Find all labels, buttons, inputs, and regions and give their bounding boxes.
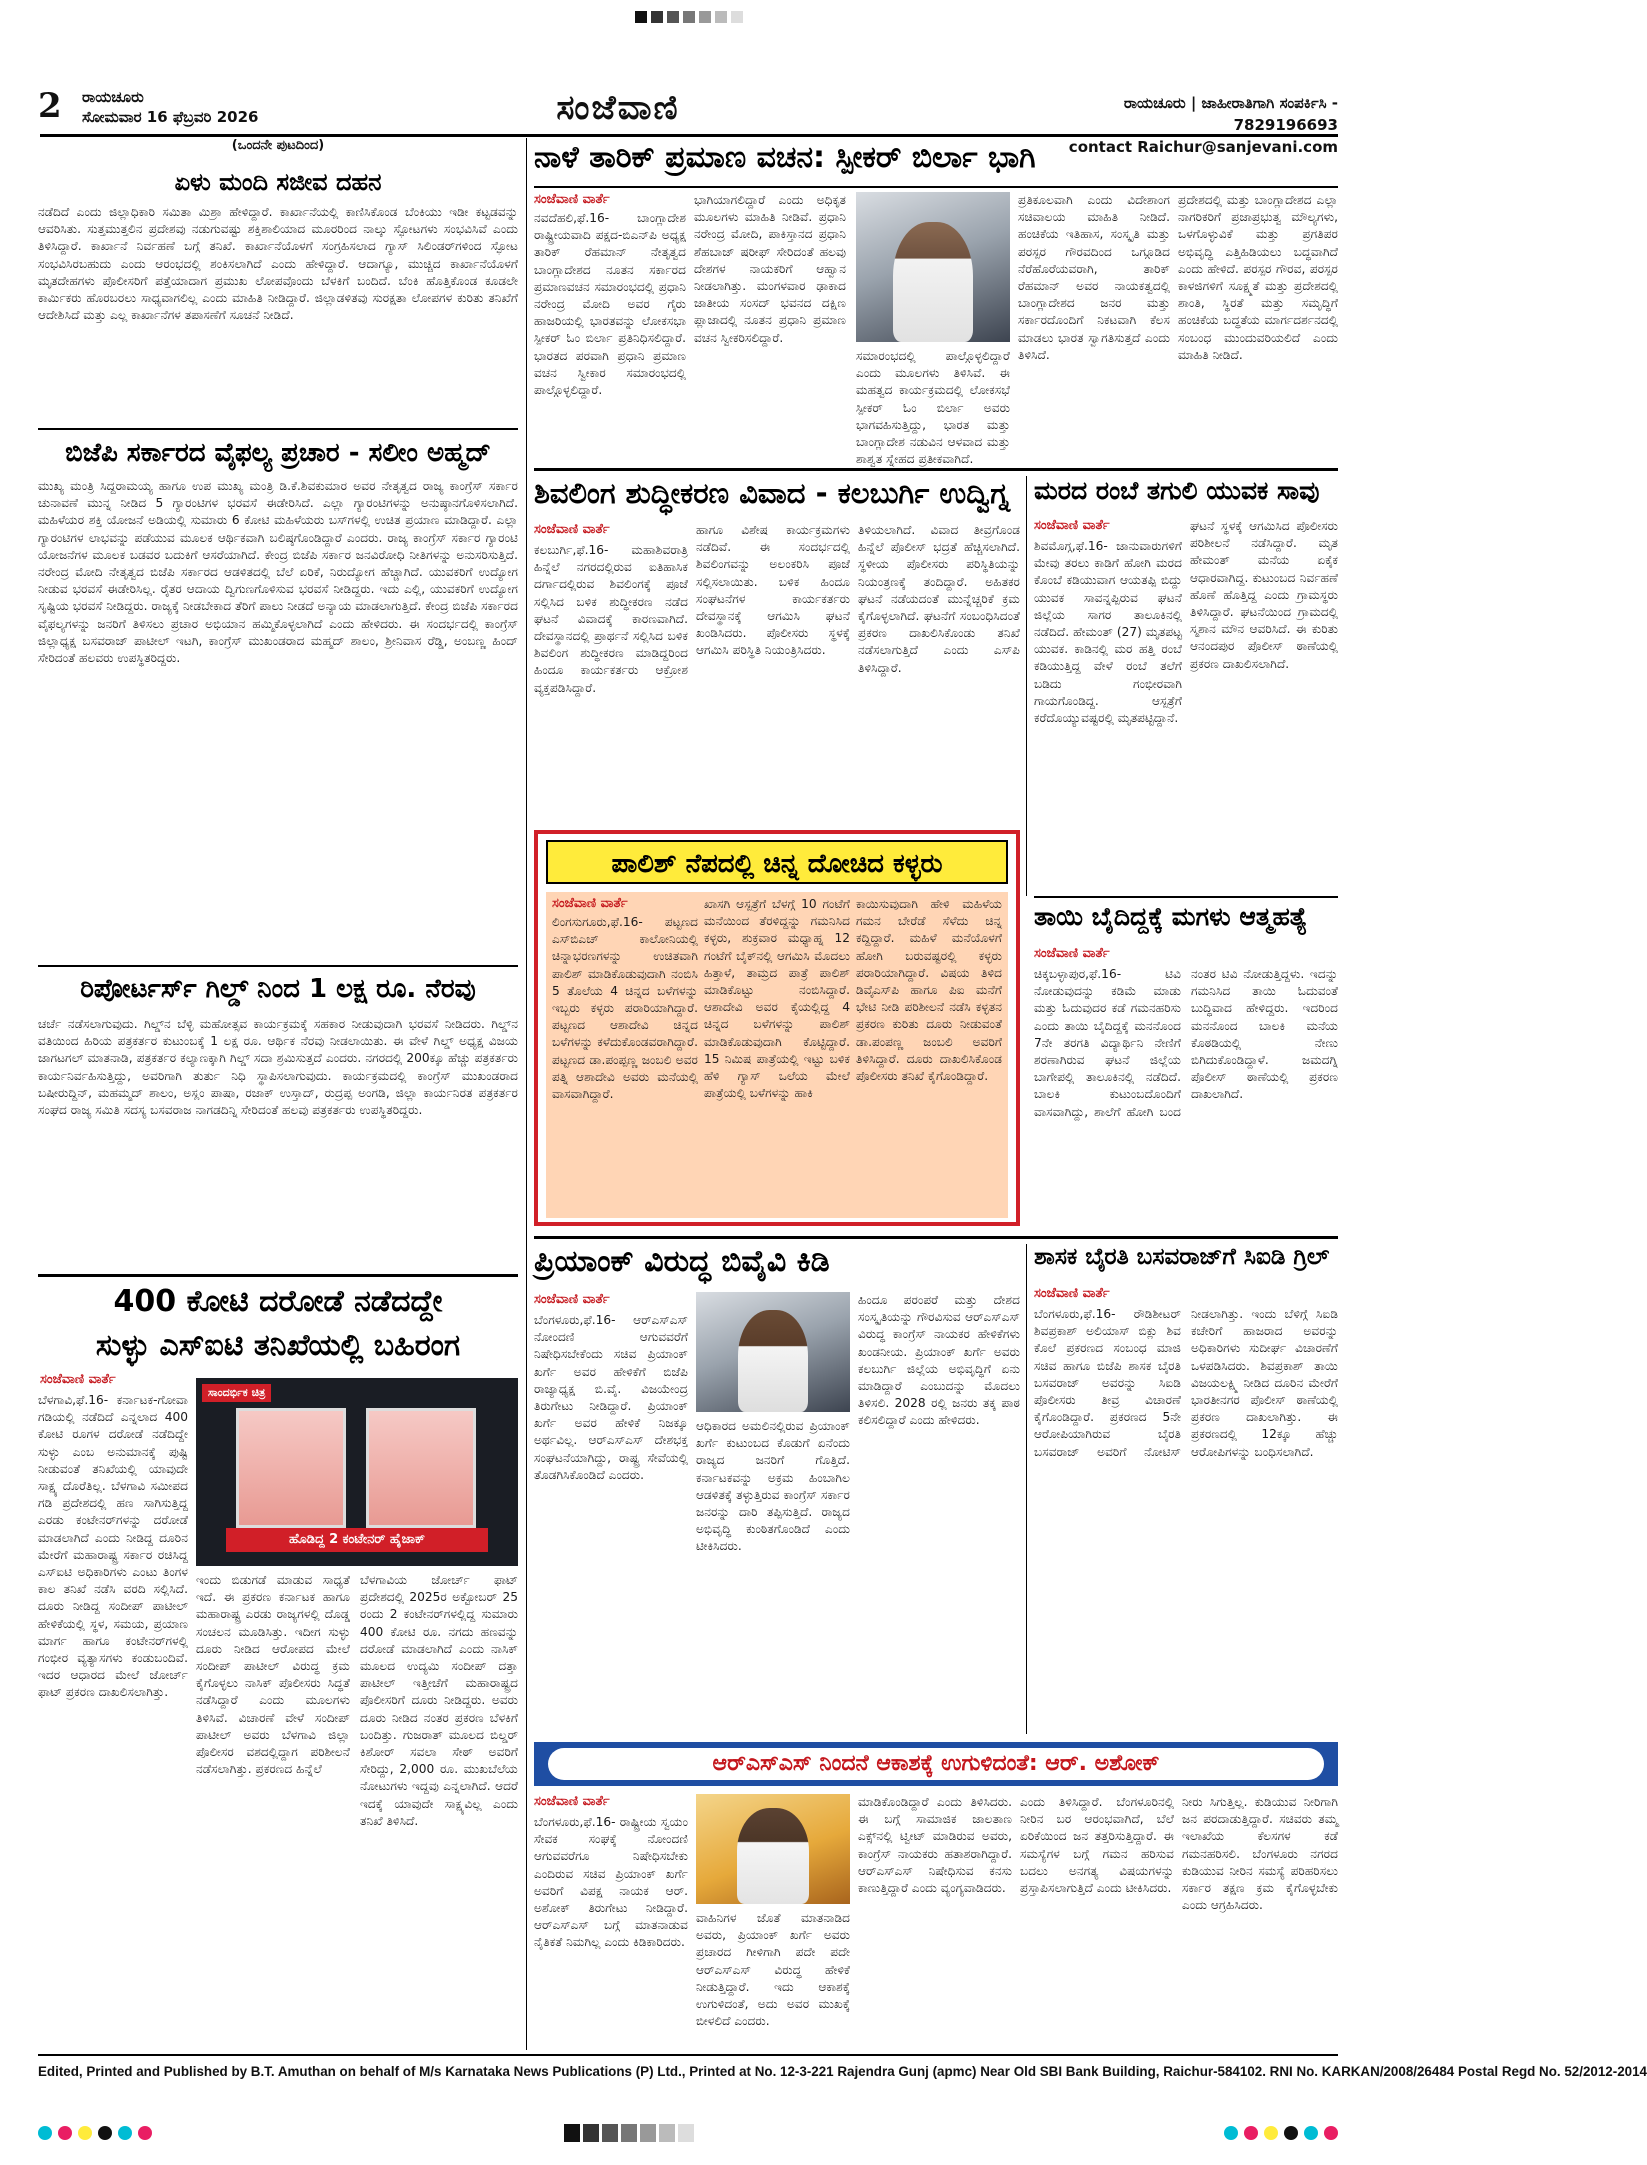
article-body-col1: ಕಲಬುರ್ಗಿ,ಫೆ.16- ಮಹಾಶಿವರಾತ್ರಿ ಹಿನ್ನೆಲೆ ನಗರದಲ್ಲಿರುವ ಐತಿಹಾಸಿಕ ದರ್ಗಾದಲ್ಲಿರುವ ಶಿವಲಿಂಗಕ್ಕೆ ಪೂಜೆ ಸಲ್ಲಿಸಿದ ಬಳಿಕ ಶುದ್ಧೀಕರಣ ನಡೆದ ಘಟನೆ ವಿವಾದಕ್ಕೆ ಕಾರಣವಾಗಿದೆ. ದೇವಸ್ಥಾನದಲ್ಲಿ ಪ್ರಾರ್ಥನೆ ಸಲ್ಲಿಸಿದ ಬಳಿಕ ಶಿವಲಿಂಗ ಶುದ್ಧೀಕರಣ ಮಾಡಿದ್ದರಿಂದ ಹಿಂದೂ ಕಾರ್ಯಕರ್ತರು ಆಕ್ರೋಶ ವ್ಯಕ್ತಪಡಿಸಿದ್ದಾರೆ. <box>534 543 688 695</box>
byline: ಸಂಜೆವಾಣಿ ವಾರ್ತೆ <box>534 522 610 537</box>
byline: ಸಂಜೆವಾಣಿ ವಾರ್ತೆ <box>1034 1286 1110 1301</box>
article-headline: ಬಿಜೆಪಿ ಸರ್ಕಾರದ ವೈಫಲ್ಯ ಪ್ರಚಾರ - ಸಲೀಂ ಅಹ್ಮದ್ <box>65 438 491 468</box>
byline: ಸಂಜೆವಾಣಿ ವಾರ್ತೆ <box>1034 946 1110 961</box>
banner-headline-pill <box>548 1748 1324 1780</box>
politician-figure <box>738 1310 808 1412</box>
article-body-col2: ವಾಹಿನಿಗಳ ಜೊತೆ ಮಾತನಾಡಿದ ಅವರು, ಪ್ರಿಯಾಂಕ್ ಖರ್ಗೆ ಅವರು ಪ್ರಚಾರದ ಗೀಳಿಗಾಗಿ ಪದೇ ಪದೇ ಆರ್‌ಎಸ್‌ಎಸ್ ವಿರುದ್ಧ ಹೇಳಿಕೆ ನೀಡುತ್ತಿದ್ದಾರೆ. ಇದು ಆಕಾಶಕ್ಕೆ ಉಗುಳಿದಂತೆ, ಅದು ಅವರ ಮುಖಕ್ಕೆ ಬೀಳಲಿದೆ ಎಂದರು. <box>696 1911 850 2029</box>
leader-photo <box>696 1794 850 1904</box>
article-body-col2: ಘಟನೆ ಸ್ಥಳಕ್ಕೆ ಆಗಮಿಸಿದ ಪೊಲೀಸರು ಪರಿಶೀಲನೆ ನಡೆಸಿದ್ದಾರೆ. ಮೃತ ಹೇಮಂತ್ ಮನೆಯ ಏಕೈಕ ಆಧಾರವಾಗಿದ್ದ. ಕುಟುಂಬದ ನಿರ್ವಹಣೆ ಹೊಣೆ ಹೊತ್ತಿದ್ದ ಎಂದು ಗ್ರಾಮಸ್ಥರು ತಿಳಿಸಿದ್ದಾರೆ. ಘಟನೆಯಿಂದ ಗ್ರಾಮದಲ್ಲಿ ಸ್ಮಶಾನ ಮೌನ ಆವರಿಸಿದೆ. ಈ ಕುರಿತು ಆನಂದಪುರ ಪೊಲೀಸ್ ಠಾಣೆಯಲ್ಲಿ ಪ್ರಕರಣ ದಾಖಲಿಸಲಾಗಿದೆ. <box>1190 519 1338 671</box>
article-body-col3: ತಿಳಿಯಲಾಗಿದೆ. ವಿವಾದ ತೀವ್ರಗೊಂಡ ಹಿನ್ನೆಲೆ ಪೊಲೀಸ್ ಭದ್ರತೆ ಹೆಚ್ಚಿಸಲಾಗಿದೆ. ಸ್ಥಳೀಯ ಪೊಲೀಸರು ಪರಿಸ್ಥಿತಿಯನ್ನು ನಿಯಂತ್ರಣಕ್ಕೆ ತಂದಿದ್ದಾರೆ. ಅಹಿತಕರ ಘಟನೆ ನಡೆಯದಂತೆ ಮುನ್ನೆಚ್ಚರಿಕೆ ಕ್ರಮ ಕೈಗೊಳ್ಳಲಾಗಿದೆ. ಘಟನೆಗೆ ಸಂಬಂಧಿಸಿದಂತೆ ಪ್ರಕರಣ ದಾಖಲಿಸಿಕೊಂಡು ತನಿಖೆ ನಡೆಸಲಾಗುತ್ತಿದೆ ಎಂದು ಎಸ್‌ಪಿ ತಿಳಿಸಿದ್ದಾರೆ. <box>858 523 1020 675</box>
color-bar-right <box>1224 2126 1338 2140</box>
issue-date: ಸೋಮವಾರ 16 ಫೆಬ್ರವರಿ 2026 <box>82 108 259 126</box>
article-body-right: ಬೆಳಗಾವಿಯ ಜೋರ್ಚ್ ಫಾಟ್ ಪ್ರದೇಶದಲ್ಲಿ 2025ರ ಅಕ್ಟೋಬರ್ 25 ರಂದು 2 ಕಂಟೇನರ್‌ಗಳಲ್ಲಿದ್ದ ಸುಮಾರು 400 ಕೋಟಿ ರೂ. ನಗದು ಹಣವನ್ನು ದರೋಡೆ ಮಾಡಲಾಗಿದೆ ಎಂದು ನಾಸಿಕ್ ಮೂಲದ ಉದ್ಯಮಿ ಸಂದೀಪ್ ದತ್ತಾ ಪಾಟೀಲ್ ಇತ್ತೀಚೆಗೆ ಮಹಾರಾಷ್ಟ್ರದ ಪೊಲೀಸರಿಗೆ ದೂರು ನೀಡಿದ್ದರು. ಅವರು ದೂರು ನೀಡಿದ ನಂತರ ಪ್ರಕರಣ ಬೆಳಕಿಗೆ ಬಂದಿತ್ತು. ಗುಜರಾತ್ ಮೂಲದ ಬಿಲ್ಡರ್ ಕಿಶೋರ್ ಸವಲಾ ಸೇಠ್ ಅವರಿಗೆ ಸೇರಿದ್ದು, 2,000 ರೂ. ಮುಖಬೆಲೆಯ ನೋಟುಗಳು ಇದ್ದವು ಎನ್ನಲಾಗಿದೆ. ಆದರೆ ಇದಕ್ಕೆ ಯಾವುದೇ ಸಾಕ್ಷ್ಯವಿಲ್ಲ ಎಂದು ತನಿಖೆ ತಿಳಿಸಿದೆ. <box>360 1573 518 1828</box>
speaker-figure <box>893 222 973 342</box>
article-body: ಚಿಕ್ಕಬಳ್ಳಾಪುರ,ಫೆ.16- ಟಿವಿ ನೋಡುವುದನ್ನು ಕಡಿಮೆ ಮಾಡು ಮತ್ತು ಓದುವುದರ ಕಡೆ ಗಮನಹರಿಸು ಎಂದು ತಾಯಿ ಬೈದಿದ್ದಕ್ಕೆ ಮನನೊಂದ 7ನೇ ತರಗತಿ ವಿದ್ಯಾರ್ಥಿನಿ ನೇಣಿಗೆ ಶರಣಾಗಿರುವ ಘಟನೆ ಜಿಲ್ಲೆಯ ಬಾಗೇಪಲ್ಲಿ ತಾಲೂಕಿನಲ್ಲಿ ನಡೆದಿದೆ. ಬಾಲಕಿ ಕುಟುಂಬದೊಂದಿಗೆ ವಾಸವಾಗಿದ್ದು, ಶಾಲೆಗೆ ಹೋಗಿ ಬಂದ ನಂತರ ಟಿವಿ ನೋಡುತ್ತಿದ್ದಳು. ಇದನ್ನು ಗಮನಿಸಿದ ತಾಯಿ ಓದುವಂತೆ ಬುದ್ಧಿವಾದ ಹೇಳಿದ್ದರು. ಇದರಿಂದ ಮನನೊಂದ ಬಾಲಕಿ ಮನೆಯ ಕೊಠಡಿಯಲ್ಲಿ ನೇಣು ಬಿಗಿದುಕೊಂಡಿದ್ದಾಳೆ. ಜಮದಗ್ನಿ ಪೊಲೀಸ್ ಠಾಣೆಯಲ್ಲಿ ಪ್ರಕರಣ ದಾಖಲಾಗಿದೆ. <box>1034 967 1338 1119</box>
edition-label: ರಾಯಚೂರು <box>82 88 144 106</box>
footer-imprint: Edited, Printed and Published by B.T. Amuthan on behalf of M/s Karnataka News Publications (P) Ltd., Printed at No. 12-3-221 Rajendra Gunj (apmc) Near Old SBI Bank Building, Raichur-584102. RNI No. KARKAN/2008/26484 Postal Regd No. 52/2012-2014 <box>38 2064 1647 2079</box>
byline: ಸಂಜೆವಾಣಿ ವಾರ್ತೆ <box>1034 518 1110 533</box>
divider <box>534 468 1338 471</box>
page-number: 2 <box>38 86 62 126</box>
contact-line: ರಾಯಚೂರು | ಜಾಹೀರಾತಿಗಾಗಿ ಸಂಪರ್ಕಿಸಿ - 7829196693 <box>1123 94 1338 134</box>
article-headline: ಶಾಸಕ ಬೈರತಿ ಬಸವರಾಜ್‌ಗೆ ಸಿಐಡಿ ಗ್ರಿಲ್ <box>1034 1244 1330 1270</box>
article-body: ನಡೆದಿದೆ ಎಂದು ಜಿಲ್ಲಾಧಿಕಾರಿ ಸಮಿತಾ ಮಿಶ್ರಾ ಹೇಳಿದ್ದಾರೆ. ಕಾರ್ಖಾನೆಯಲ್ಲಿ ಕಾಣಿಸಿಕೊಂಡ ಬೆಂಕಿಯು ಇಡೀ ಕಟ್ಟಡವನ್ನು ಆವರಿಸಿತು. ಸುತ್ತಮುತ್ತಲಿನ ಪ್ರದೇಶವು ನಡುಗುವಷ್ಟು ಶಕ್ತಿಶಾಲಿಯಾದ ಮೂರರಿಂದ ನಾಲ್ಕು ಸ್ಫೋಟಗಳು ಸಂಭವಿಸಿವೆ ಎಂದು ತಿಳಿಸಿದ್ದಾರೆ. ಕಾರ್ಖಾನೆ ನಿರ್ವಹಣೆ ಬಗ್ಗೆ ತನಿಖೆ. ಕಾರ್ಖಾನೆಯೊಳಗೆ ಸಂಗ್ರಹಿಸಲಾದ ಗ್ಯಾಸ್ ಸಿಲಿಂಡರ್‌ಗಳಿಂದ ಸ್ಫೋಟ ಸಂಭವಿಸಿರಬಹುದು ಎಂದು ಆರಂಭದಲ್ಲಿ ಶಂಕಿಸಲಾಗಿದೆ ಎಂದು ಹೇಳಿದ್ದಾರೆ. ಆದಾಗ್ಯೂ, ಮುಚ್ಚಿದ ಕಾರ್ಖಾನೆಯೊಳಗೆ ಮೃತದೇಹಗಳು ಪೊಲೀಸರಿಗೆ ಪತ್ತೆಯಾದಾಗ ಪ್ರಮುಖ ಲೋಪವೊಂದು ಬೆಳಕಿಗೆ ಬಂದಿದೆ. ಬೆಂಕಿ ಹೊತ್ತಿಕೊಂಡ ಕೂಡಲೇ ಕಾರ್ಮಿಕರು ಹೊರಬರಲು ಸಾಧ್ಯವಾಗಲಿಲ್ಲ ಎಂದು ಮಾಹಿತಿ ನೀಡಿದ್ದಾರೆ. ಜಿಲ್ಲಾಡಳಿತವು ಸುರಕ್ಷತಾ ಲೋಪಗಳ ಕುರಿತು ತನಿಖೆಗೆ ಆದೇಶಿಸಿದೆ ಮತ್ತು ಎಲ್ಲ ಕಾರ್ಖಾನೆಗಳ ತಪಾಸಣೆಗೆ ಸೂಚನೆ ನೀಡಿದೆ. <box>38 205 518 323</box>
column-separator <box>1026 476 1027 896</box>
article-headline: ಏಳು ಮಂದಿ ಸಜೀವ ದಹನ <box>174 168 382 196</box>
divider <box>1034 896 1338 898</box>
divider <box>38 428 518 430</box>
article-body-col4: ಎಂದು ತಿಳಿಸಿದ್ದಾರೆ. ಬೆಂಗಳೂರಿನಲ್ಲಿ ನೀರಿನ ಬರ ಆರಂಭವಾಗಿದೆ, ಬೆಲೆ ಏರಿಕೆಯಿಂದ ಜನ ತತ್ತರಿಸುತ್ತಿದ್ದಾರೆ. ಈ ಸಮಸ್ಯೆಗಳ ಬಗ್ಗೆ ಗಮನ ಹರಿಸುವ ಬದಲು ಅನಗತ್ಯ ವಿಷಯಗಳನ್ನು ಪ್ರಸ್ತಾಪಿಸಲಾಗುತ್ತಿದೆ ಎಂದು ಟೀಕಿಸಿದರು. <box>1020 1795 1174 1896</box>
contact-email: contact Raichur@sanjevani.com <box>1068 138 1338 156</box>
article-headline: ಮರದ ರಂಬೆ ತಗುಲಿ ಯುವಕ ಸಾವು <box>1034 476 1320 505</box>
color-bar-left <box>38 2126 152 2140</box>
article-headline: ಶಿವಲಿಂಗ ಶುದ್ಧೀಕರಣ ವಿವಾದ - ಕಲಬುರ್ಗಿ ಉದ್ವಿಗ್ನ <box>534 476 1010 510</box>
article-headline-line1: 400 ಕೋಟಿ ದರೋಡೆ ನಡೆದದ್ದೇ <box>113 1284 443 1319</box>
article-headline: ತಾಯಿ ಬೈದಿದ್ದಕ್ಕೆ ಮಗಳು ಆತ್ಮಹತ್ಯೆ <box>1034 902 1308 931</box>
article-body-mid: ಇಂದು ಬಿಡುಗಡೆ ಮಾಡುವ ಸಾಧ್ಯತೆ ಇದೆ. ಈ ಪ್ರಕರಣ ಕರ್ನಾಟಕ ಹಾಗೂ ಮಹಾರಾಷ್ಟ್ರ ಎರಡು ರಾಜ್ಯಗಳಲ್ಲಿ ದೊಡ್ಡ ಸಂಚಲನ ಮೂಡಿಸಿತ್ತು. ಇದೀಗ ಸುಳ್ಳು ದೂರು ನೀಡಿದ ಆರೋಪದ ಮೇಲೆ ಸಂದೀಪ್ ಪಾಟೀಲ್ ವಿರುದ್ಧ ಕ್ರಮ ಕೈಗೊಳ್ಳಲು ನಾಸಿಕ್ ಪೊಲೀಸರು ಸಿದ್ಧತೆ ನಡೆಸಿದ್ದಾರೆ ಎಂದು ಮೂಲಗಳು ತಿಳಿಸಿವೆ. ವಿಚಾರಣೆ ವೇಳೆ ಸಂದೀಪ್ ಪಾಟೀಲ್ ಅವರು ಬೆಳಗಾವಿ ಜಿಲ್ಲಾ ಪೊಲೀಸರ ವಶದಲ್ಲಿದ್ದಾಗ ಪರಿಶೀಲನೆ ನಡೆಸಲಾಗಿತ್ತು. ಪ್ರಕರಣದ ಹಿನ್ನೆಲೆ <box>196 1573 350 1777</box>
masthead-rule <box>40 134 1338 137</box>
registration-marks-top <box>0 0 1378 34</box>
container-left <box>236 1408 346 1528</box>
article-body-col1: ಬೆಂಗಳೂರು,ಫೆ.16- ರಾಷ್ಟ್ರೀಯ ಸ್ವಯಂ ಸೇವಕ ಸಂಘಕ್ಕೆ ನೋಂದಣಿ ಆಗುವವರೆಗೂ ನಿಷೇಧಿಸಬೇಕು ಎಂದಿರುವ ಸಚಿವ ಪ್ರಿಯಾಂಕ್ ಖರ್ಗೆ ಅವರಿಗೆ ವಿಪಕ್ಷ ನಾಯಕ ಆರ್. ಅಶೋಕ್ ತಿರುಗೇಟು ನೀಡಿದ್ದಾರೆ. ಆರ್‌ಎಸ್‌ಎಸ್ ಬಗ್ಗೆ ಮಾತನಾಡುವ ನೈತಿಕತೆ ನಿಮಗಿಲ್ಲ ಎಂದು ಕಿಡಿಕಾರಿದರು. <box>534 1815 688 1950</box>
article-headline: ಪಾಲಿಶ್ ನೆಪದಲ್ಲಿ ಚಿನ್ನ ದೋಚಿದ ಕಳ್ಳರು <box>546 840 1008 884</box>
leader-figure <box>737 1808 809 1904</box>
continued-label: (ಒಂದನೇ ಪುಟದಿಂದ) <box>231 138 325 153</box>
politician-photo <box>696 1292 850 1412</box>
byline: ಸಂಜೆವಾಣಿ ವಾರ್ತೆ <box>552 896 628 911</box>
byline: ಸಂಜೆವಾಣಿ ವಾರ್ತೆ <box>534 192 610 207</box>
speaker-photo <box>856 192 1010 342</box>
article-body-col5: ನೀರು ಸಿಗುತ್ತಿಲ್ಲ. ಕುಡಿಯುವ ನೀರಿಗಾಗಿ ಜನ ಪರದಾಡುತ್ತಿದ್ದಾರೆ. ಸಚಿವರು ತಮ್ಮ ಇಲಾಖೆಯ ಕೆಲಸಗಳ ಕಡೆ ಗಮನಹರಿಸಲಿ. ಬೆಂಗಳೂರು ನಗರದ ಕುಡಿಯುವ ನೀರಿನ ಸಮಸ್ಯೆ ಪರಿಹರಿಸಲು ಸರ್ಕಾರ ತಕ್ಷಣ ಕ್ರಮ ಕೈಗೊಳ್ಳಬೇಕು ಎಂದು ಆಗ್ರಹಿಸಿದರು. <box>1182 1795 1338 1913</box>
container-right <box>366 1408 476 1528</box>
truck-photo <box>196 1378 518 1566</box>
divider <box>534 1236 1338 1239</box>
photo-caption: ಹೊಡಿದ್ದ 2 ಕಂಟೇನರ್ ಹೈಜಾಕ್ <box>226 1528 488 1552</box>
divider <box>534 186 1338 188</box>
divider <box>38 965 518 967</box>
article-body-col3: ಮಾಡಿಕೊಂಡಿದ್ದಾರೆ ಎಂದು ತಿಳಿಸಿದರು. ಈ ಬಗ್ಗೆ ಸಾಮಾಜಿಕ ಜಾಲತಾಣ ಎಕ್ಸ್‌ನಲ್ಲಿ ಟ್ವೀಟ್ ಮಾಡಿರುವ ಅವರು, ಕಾಂಗ್ರೆಸ್ ನಾಯಕರು ಹತಾಶರಾಗಿದ್ದಾರೆ. ಆರ್‌ಎಸ್‌ಎಸ್ ನಿಷೇಧಿಸುವ ಕನಸು ಕಾಣುತ್ತಿದ್ದಾರೆ ಎಂದು ವ್ಯಂಗ್ಯವಾಡಿದರು. <box>858 1795 1012 1896</box>
divider <box>38 1274 518 1277</box>
article-body: ಮುಖ್ಯ ಮಂತ್ರಿ ಸಿದ್ದರಾಮಯ್ಯ ಹಾಗೂ ಉಪ ಮುಖ್ಯ ಮಂತ್ರಿ ಡಿ.ಕೆ.ಶಿವಕುಮಾರ ಅವರ ನೇತೃತ್ವದ ರಾಜ್ಯ ಕಾಂಗ್ರೆಸ್ ಸರ್ಕಾರ ಚುನಾವಣೆ ಮುನ್ನ ನೀಡಿದ 5 ಗ್ಯಾರಂಟಿಗಳ ಭರವಸೆ ಈಡೇರಿಸಿದೆ. ಎಲ್ಲಾ ಗ್ಯಾರಂಟಿಗಳನ್ನು ಅನುಷ್ಠಾನಗೊಳಿಸಲಾಗಿದೆ. ಮಹಿಳೆಯರ ಶಕ್ತಿ ಯೋಜನೆ ಅಡಿಯಲ್ಲಿ ಸುಮಾರು 6 ಕೋಟಿ ಮಹಿಳೆಯರು ಬಸ್‌ಗಳಲ್ಲಿ ಉಚಿತ ಪ್ರಯಾಣ ಮಾಡಿದ್ದಾರೆ. ಎಲ್ಲಾ ಗ್ಯಾರಂಟಿಗಳ ಲಾಭವನ್ನು ಪಡೆಯುವ ಮೂಲಕ ಆರ್ಥಿಕವಾಗಿ ಬಲಿಷ್ಠಗೊಂಡಿದ್ದಾರೆ ಎಂದರು. ರಾಜ್ಯ ಕಾಂಗ್ರೆಸ್ ಸರ್ಕಾರ ಗ್ಯಾರಂಟಿ ಯೋಜನೆಗಳ ಮೂಲಕ ಬಡವರ ಬದುಕಿಗೆ ಆಸರೆಯಾಗಿದೆ. ಕೇಂದ್ರ ಬಿಜೆಪಿ ಸರ್ಕಾರ ಜನವಿರೋಧಿ ನೀತಿಗಳನ್ನು ಅನುಸರಿಸುತ್ತಿದೆ. ನರೇಂದ್ರ ಮೋದಿ ನೇತೃತ್ವದ ಬಿಜೆಪಿ ಸರ್ಕಾರದ ಆಡಳಿತದಲ್ಲಿ ಬೆಲೆ ಏರಿಕೆ, ನಿರುದ್ಯೋಗ ಹೆಚ್ಚಾಗಿದೆ. ಯುವಕರಿಗೆ ಉದ್ಯೋಗ ನೀಡುವ ಭರವಸೆ ಈಡೇರಿಸಿಲ್ಲ. ರೈತರ ಆದಾಯ ದ್ವಿಗುಣಗೊಳಿಸುವ ಭರವಸೆ ನೀಡಿದ್ದರು. ಇದು ಎಲ್ಲಿ, ಯುವಕರಿಗೆ ಉದ್ಯೋಗ ಸೃಷ್ಟಿಯ ಭರವಸೆ ನೀಡಿದ್ದರು. ರಾಜ್ಯಕ್ಕೆ ನೀಡಬೇಕಾದ ತೆರಿಗೆ ಪಾಲು ನೀಡದೆ ಅನ್ಯಾಯ ಮಾಡಲಾಗುತ್ತಿದೆ. ಕೇಂದ್ರ ಬಿಜೆಪಿ ಸರ್ಕಾರದ ವೈಫಲ್ಯಗಳನ್ನು ಜನರಿಗೆ ತಿಳಿಸಲು ಪ್ರಚಾರ ಅಭಿಯಾನ ಹಮ್ಮಿಕೊಳ್ಳಲಾಗಿದೆ ಎಂದು ಹೇಳಿದರು. ಈ ಸಂದರ್ಭದಲ್ಲಿ ಕಾಂಗ್ರೆಸ್ ಜಿಲ್ಲಾಧ್ಯಕ್ಷ ಬಸವರಾಜ್ ಪಾಟೀಲ್ ಇಟಗಿ, ಕಾಂಗ್ರೆಸ್ ಮುಖಂಡರಾದ ಮಹ್ಮದ್ ಶಾಲಂ, ಶ್ರೀನಿವಾಸ ರೆಡ್ಡಿ, ಅಂಬಣ್ಣ ಹಿಂದ್ ಸೇರಿದಂತೆ ಹಲವರು ಉಪಸ್ಥಿತರಿದ್ದರು. <box>38 479 518 666</box>
footer-rule <box>38 2054 1338 2056</box>
article-body-col5: ಪ್ರದೇಶದಲ್ಲಿ ಮತ್ತು ಬಾಂಗ್ಲಾದೇಶದ ಎಲ್ಲಾ ನಾಗರಿಕರಿಗೆ ಪ್ರಜಾಪ್ರಭುತ್ವ ಮೌಲ್ಯಗಳು, ಒಳಗೊಳ್ಳುವಿಕೆ ಮತ್ತು ಪ್ರಗತಿಪರ ಅಭಿವೃದ್ಧಿ ಎತ್ತಿಹಿಡಿಯಲು ಬದ್ಧವಾಗಿದೆ ಎಂದು ಹೇಳಿದೆ. ಪರಸ್ಪರ ಗೌರವ, ಪರಸ್ಪರ ಕಾಳಜಿಗಳಿಗೆ ಸೂಕ್ಷ್ಮತೆ ಮತ್ತು ಪ್ರದೇಶದಲ್ಲಿ ಶಾಂತಿ, ಸ್ಥಿರತೆ ಮತ್ತು ಸಮೃದ್ಧಿಗೆ ಹಂಚಿಕೆಯ ಬದ್ಧತೆಯ ಮಾರ್ಗದರ್ಶನದಲ್ಲಿ ಸಂಬಂಧ ಮುಂದುವರಿಯಲಿದೆ ಎಂದು ಮಾಹಿತಿ ನೀಡಿದೆ. <box>1178 193 1338 362</box>
color-bar-center <box>564 2124 694 2142</box>
byline: ಸಂಜೆವಾಣಿ ವಾರ್ತೆ <box>534 1794 610 1809</box>
article-headline: ಆರ್‌ಎಸ್‌ಎಸ್ ನಿಂದನೆ ಆಕಾಶಕ್ಕೆ ಉಗುಳಿದಂತೆ: ಆರ್. ಅಶೋಕ್ <box>712 1751 1160 1776</box>
article-body-col3: ಕಾಯಿಸುವುದಾಗಿ ಹೇಳಿ ಮಹಿಳೆಯ ಗಮನ ಬೇರೆಡೆ ಸೆಳೆದು ಚಿನ್ನ ಕದ್ದಿದ್ದಾರೆ. ಮಹಿಳೆ ಮನೆಯೊಳಗೆ ಹೋಗಿ ಬರುವಷ್ಟರಲ್ಲಿ ಕಳ್ಳರು ಪರಾರಿಯಾಗಿದ್ದಾರೆ. ವಿಷಯ ತಿಳಿದ ಡಿವೈಎಸ್‌ಪಿ ಹಾಗೂ ಪಿಐ ಮನೆಗೆ ಭೇಟಿ ನೀಡಿ ಪರಿಶೀಲನೆ ನಡೆಸಿ ಕಳ್ಳತನ ಪ್ರಕರಣ ಕುರಿತು ದೂರು ನೀಡುವಂತೆ ಡಾ.ಪಂಪಣ್ಣ ಜಂಬಲಿ ಅವರಿಗೆ ತಿಳಿಸಿದ್ದಾರೆ. ದೂರು ದಾಖಲಿಸಿಕೊಂಡ ಪೊಲೀಸರು ತನಿಖೆ ಕೈಗೊಂಡಿದ್ದಾರೆ. <box>856 897 1002 1084</box>
photo-tag: ಸಾಂದರ್ಭಿಕ ಚಿತ್ರ <box>202 1384 271 1402</box>
article-headline: ರಿಪೋರ್ಟರ್ಸ್ ಗಿಲ್ಡ್ ನಿಂದ 1 ಲಕ್ಷ ರೂ. ನೆರವು <box>80 974 476 1004</box>
byline: ಸಂಜೆವಾಣಿ ವಾರ್ತೆ <box>534 1292 610 1307</box>
article-body-col1: ನವದೆಹಲಿ,ಫೆ.16- ಬಾಂಗ್ಲಾದೇಶ ರಾಷ್ಟ್ರೀಯವಾದಿ ಪಕ್ಷದ-ಬಿಎನ್‌ಪಿ ಅಧ್ಯಕ್ಷ ತಾರಿಕ್ ರೆಹಮಾನ್ ನೇತೃತ್ವದ ಬಾಂಗ್ಲಾದೇಶದ ನೂತನ ಸರ್ಕಾರದ ಪ್ರಮಾಣವಚನ ಸಮಾರಂಭದಲ್ಲಿ ಪ್ರಧಾನಿ ನರೇಂದ್ರ ಮೋದಿ ಅವರ ಗೈರು ಹಾಜರಿಯಲ್ಲಿ ಭಾರತವನ್ನು ಲೋಕಸಭಾ ಸ್ಪೀಕರ್ ಓಂ ಬಿರ್ಲಾ ಪ್ರತಿನಿಧಿಸಲಿದ್ದಾರೆ. ಭಾರತದ ಪರವಾಗಿ ಪ್ರಧಾನಿ ಪ್ರಮಾಣ ವಚನ ಸ್ವೀಕಾರ ಸಮಾರಂಭದಲ್ಲಿ ಪಾಲ್ಗೊಳ್ಳಲಿದ್ದಾರೆ. <box>534 211 686 398</box>
banner-headline-bar <box>534 1742 1338 1786</box>
byline: ಸಂಜೆವಾಣಿ ವಾರ್ತೆ <box>40 1372 116 1387</box>
article-body-col4: ಪ್ರತಿಕೂಲವಾಗಿ ಎಂದು ವಿದೇಶಾಂಗ ಸಚಿವಾಲಯ ಮಾಹಿತಿ ನೀಡಿದೆ. ಹಂಚಿಕೆಯ ಇತಿಹಾಸ, ಸಂಸ್ಕೃತಿ ಮತ್ತು ಪರಸ್ಪರ ಗೌರವದಿಂದ ಒಗ್ಗೂಡಿದ ನೆರೆಹೊರೆಯವರಾಗಿ, ತಾರಿಕ್ ರೆಹಮಾನ್ ಅವರ ನಾಯಕತ್ವದಲ್ಲಿ ಬಾಂಗ್ಲಾದೇಶದ ಜನರ ಮತ್ತು ಸರ್ಕಾರದೊಂದಿಗೆ ನಿಕಟವಾಗಿ ಕೆಲಸ ಮಾಡಲು ಭಾರತ ಸ್ವಾಗತಿಸುತ್ತದೆ ಎಂದು ತಿಳಿಸಿದೆ. <box>1018 193 1170 362</box>
article-body-col1: ಲಿಂಗಸುಗೂರು,ಫೆ.16- ಪಟ್ಟಣದ ಎಸ್‌ಬಿಎಚ್ ಕಾಲೋನಿಯಲ್ಲಿ ಚಿನ್ನಾಭರಣಗಳನ್ನು ಉಚಿತವಾಗಿ ಪಾಲಿಶ್ ಮಾಡಿಕೊಡುವುದಾಗಿ ನಂಬಿಸಿ 5 ತೊಲೆಯ 4 ಚಿನ್ನದ ಬಳೆಗಳನ್ನು ಇಬ್ಬರು ಕಳ್ಳರು ಪರಾರಿಯಾಗಿದ್ದಾರೆ. ಪಟ್ಟಣದ ಆಶಾದೇವಿ ಚಿನ್ನದ ಬಳೆಗಳನ್ನು ಕಳೆದುಕೊಂಡವರಾಗಿದ್ದಾರೆ. ಪಟ್ಟಣದ ಡಾ.ಪಂಪ್ಪಣ್ಣ ಜಂಬಲಿ ಅವರ ಪತ್ನಿ ಆಶಾದೇವಿ ಅವರು ಮನೆಯಲ್ಲಿ ವಾಸವಾಗಿದ್ದಾರೆ. <box>552 915 698 1102</box>
boxed-article <box>534 830 1020 1226</box>
article-body-col3: ಸಮಾರಂಭದಲ್ಲಿ ಪಾಲ್ಗೊಳ್ಳಲಿದ್ದಾರೆ ಎಂದು ಮೂಲಗಳು ತಿಳಿಸಿವೆ. ಈ ಮಹತ್ವದ ಕಾರ್ಯಕ್ರಮದಲ್ಲಿ ಲೋಕಸಭೆ ಸ್ಪೀಕರ್ ಓಂ ಬಿರ್ಲಾ ಅವರು ಭಾಗವಹಿಸುತ್ತಿದ್ದು, ಭಾರತ ಮತ್ತು ಬಾಂಗ್ಲಾದೇಶ ನಡುವಿನ ಆಳವಾದ ಮತ್ತು ಶಾಶ್ವತ ಸ್ನೇಹದ ಪ್ರತೀಕವಾಗಿದೆ. <box>856 349 1010 467</box>
article-body-col2: ಹಾಗೂ ವಿಶೇಷ ಕಾರ್ಯಕ್ರಮಗಳು ನಡೆದಿವೆ. ಈ ಸಂದರ್ಭದಲ್ಲಿ ಶಿವಲಿಂಗವನ್ನು ಅಲಂಕರಿಸಿ ಪೂಜೆ ಸಲ್ಲಿಸಲಾಯಿತು. ಬಳಿಕ ಹಿಂದೂ ಸಂಘಟನೆಗಳ ಕಾರ್ಯಕರ್ತರು ದೇವಸ್ಥಾನಕ್ಕೆ ಆಗಮಿಸಿ ಘಟನೆ ಖಂಡಿಸಿದರು. ಪೊಲೀಸರು ಸ್ಥಳಕ್ಕೆ ಆಗಮಿಸಿ ಪರಿಸ್ಥಿತಿ ನಿಯಂತ್ರಿಸಿದರು. <box>696 523 850 658</box>
article-body-left: ಬೆಳಗಾವಿ,ಫೆ.16- ಕರ್ನಾಟಕ-ಗೋವಾ ಗಡಿಯಲ್ಲಿ ನಡೆದಿದೆ ಎನ್ನಲಾದ 400 ಕೋಟಿ ರೂಗಳ ದರೋಡೆ ನಡೆದಿದ್ದೇ ಸುಳ್ಳು ಎಂಬ ಅನುಮಾನಕ್ಕೆ ಪುಷ್ಟಿ ನೀಡುವಂತೆ ತನಿಖೆಯಲ್ಲಿ ಯಾವುದೇ ಸಾಕ್ಷ್ಯ ದೊರೆತಿಲ್ಲ. ಬೆಳಗಾವಿ ಸಮೀಪದ ಗಡಿ ಪ್ರದೇಶದಲ್ಲಿ ಹಣ ಸಾಗಿಸುತ್ತಿದ್ದ ಎರಡು ಕಂಟೇನರ್‌ಗಳನ್ನು ದರೋಡೆ ಮಾಡಲಾಗಿದೆ ಎಂದು ನೀಡಿದ್ದ ದೂರಿನ ಮೇರೆಗೆ ಮಹಾರಾಷ್ಟ್ರ ಸರ್ಕಾರ ರಚಿಸಿದ್ದ ಎಸ್‌ಐಟಿ ಅಧಿಕಾರಿಗಳು ಎಂಟು ತಿಂಗಳ ಕಾಲ ತನಿಖೆ ನಡೆಸಿ ವರದಿ ಸಲ್ಲಿಸಿದೆ. ದೂರು ನೀಡಿದ್ದ ಸಂದೀಪ್ ಪಾಟೀಲ್ ಹೇಳಿಕೆಯಲ್ಲಿ ಸ್ಥಳ, ಸಮಯ, ಪ್ರಯಾಣ ಮಾರ್ಗ ಹಾಗೂ ಕಂಟೇನರ್‌ಗಳಲ್ಲಿ ಗಂಭೀರ ವ್ಯತ್ಯಾಸಗಳು ಕಂಡುಬಂದಿವೆ. ಇದರ ಆಧಾರದ ಮೇಲೆ ಜೋರ್ಚ್ ಫಾಟ್ ಪ್ರಕರಣ ದಾಖಲಿಸಲಾಗಿತ್ತು. <box>38 1393 188 1700</box>
masthead-logo <box>468 88 768 128</box>
article-body-col2: ಖಾಸಗಿ ಆಸ್ಪತ್ರೆಗೆ ಬೆಳಗ್ಗೆ 10 ಗಂಟೆಗೆ ಮನೆಯಿಂದ ತೆರಳಿದ್ದನ್ನು ಗಮನಿಸಿದ ಕಳ್ಳರು, ಶುಕ್ರವಾರ ಮಧ್ಯಾಹ್ನ 12 ಗಂಟೆಗೆ ಬೈಕ್‌ನಲ್ಲಿ ಆಗಮಿಸಿ ಮೊದಲು ಹಿತ್ತಾಳೆ, ತಾಮ್ರದ ಪಾತ್ರೆ ಪಾಲಿಶ್ ಮಾಡಿಕೊಟ್ಟು ನಂಬಿಸಿದ್ದಾರೆ. ಆಶಾದೇವಿ ಅವರ ಕೈಯಲ್ಲಿದ್ದ 4 ಚಿನ್ನದ ಬಳೆಗಳನ್ನು ಪಾಲಿಶ್ ಮಾಡಿಕೊಡುವುದಾಗಿ ಕೊಟ್ಟಿದ್ದಾರೆ. 15 ನಿಮಿಷ ಪಾತ್ರೆಯಲ್ಲಿ ಇಟ್ಟು ಬಳಿಕ ಹೆಳಿ ಗ್ಯಾಸ್ ಒಲೆಯ ಮೇಲೆ ಪಾತ್ರೆಯಲ್ಲಿ ಬಳೆಗಳನ್ನು ಹಾಕಿ <box>704 897 850 1101</box>
article-headline-line2: ಸುಳ್ಳು ಎಸ್‌ಐಟಿ ತನಿಖೆಯಲ್ಲಿ ಬಹಿರಂಗ <box>95 1328 461 1363</box>
article-body: ಚರ್ಚೆ ನಡೆಸಲಾಗುವುದು. ಗಿಲ್ಡ್‌ನ ಬೆಳ್ಳಿ ಮಹೋತ್ಸವ ಕಾರ್ಯಕ್ರಮಕ್ಕೆ ಸಹಕಾರ ನೀಡುವುದಾಗಿ ಭರವಸೆ ನೀಡಿದರು. ಗಿಲ್ಡ್‌ನ ವತಿಯಿಂದ ಹಿರಿಯ ಪತ್ರಕರ್ತರ ಕುಟುಂಬಕ್ಕೆ 1 ಲಕ್ಷ ರೂ. ಆರ್ಥಿಕ ನೆರವು ನೀಡಲಾಯಿತು. ಈ ವೇಳೆ ಗಿಲ್ಡ್ ಅಧ್ಯಕ್ಷ ವಿಜಯ ಜಾಗಟಗಲ್ ಮಾತನಾಡಿ, ಪತ್ರಕರ್ತರ ಕಲ್ಯಾಣಕ್ಕಾಗಿ ಗಿಲ್ಡ್ ಸದಾ ಶ್ರಮಿಸುತ್ತದೆ ಎಂದರು. ನಗರದಲ್ಲಿ 200ಕ್ಕೂ ಹೆಚ್ಚು ಪತ್ರಕರ್ತರು ಕಾರ್ಯನಿರ್ವಹಿಸುತ್ತಿದ್ದು, ಅವರಿಗಾಗಿ ತುರ್ತು ನಿಧಿ ಸ್ಥಾಪಿಸಲಾಗುವುದು. ಕಾರ್ಯಕ್ರಮದಲ್ಲಿ ಕಾಂಗ್ರೆಸ್ ಮುಖಂಡರಾದ ಬಷೀರುದ್ದಿನ್, ಮಹಮ್ಮದ್ ಶಾಲಂ, ಅಸ್ಲಂ ಪಾಷಾ, ರಜಾಕ್ ಉಸ್ತಾದ್, ರುದ್ರಪ್ಪ ಅಂಗಡಿ, ಜಿಲ್ಲಾ ಕಾರ್ಯನಿರತ ಪತ್ರಕರ್ತರ ಸಂಘದ ರಾಜ್ಯ ಸಮಿತಿ ಸದಸ್ಯ ಬಸವರಾಜ ನಾಗಡದಿನ್ನಿ ಸೇರಿದಂತೆ ಹಲವು ಪತ್ರಕರ್ತರು ಉಪಸ್ಥಿತರಿದ್ದರು. <box>38 1017 518 1118</box>
column-separator <box>526 138 527 2050</box>
masthead-title: ಸಂಜೆವಾಣಿ <box>556 88 680 128</box>
article-body-col2: ಭಾಗಿಯಾಗಲಿದ್ದಾರೆ ಎಂದು ಅಧಿಕೃತ ಮೂಲಗಳು ಮಾಹಿತಿ ನೀಡಿವೆ. ಪ್ರಧಾನಿ ನರೇಂದ್ರ ಮೋದಿ, ಪಾಕಿಸ್ತಾನದ ಪ್ರಧಾನಿ ಶೆಹಬಾಜ್ ಷರೀಫ್ ಸೇರಿದಂತೆ ಹಲವು ದೇಶಗಳ ನಾಯಕರಿಗೆ ಆಹ್ವಾನ ನೀಡಲಾಗಿತ್ತು. ಮಂಗಳವಾರ ಢಾಕಾದ ಜಾತೀಯ ಸಂಸದ್ ಭವನದ ದಕ್ಷಿಣ ಪ್ಲಾಜಾದಲ್ಲಿ ನೂತನ ಪ್ರಧಾನಿ ಪ್ರಮಾಣ ವಚನ ಸ್ವೀಕರಿಸಲಿದ್ದಾರೆ. <box>694 193 846 345</box>
article-body: ಬೆಂಗಳೂರು,ಫೆ.16- ರೌಡಿಶೀಟರ್ ಶಿವಪ್ರಕಾಶ್ ಅಲಿಯಾಸ್ ಬಿಕ್ಲು ಶಿವ ಕೊಲೆ ಪ್ರಕರಣದ ಸಂಬಂಧ ಮಾಜಿ ಸಚಿವ ಹಾಗೂ ಬಿಜೆಪಿ ಶಾಸಕ ಬೈರತಿ ಬಸವರಾಜ್ ಅವರನ್ನು ಸಿಐಡಿ ಪೊಲೀಸರು ತೀವ್ರ ವಿಚಾರಣೆ ಕೈಗೊಂಡಿದ್ದಾರೆ. ಪ್ರಕರಣದ 5ನೇ ಆರೋಪಿಯಾಗಿರುವ ಬೈರತಿ ಬಸವರಾಜ್ ಅವರಿಗೆ ನೋಟಿಸ್ ನೀಡಲಾಗಿತ್ತು. ಇಂದು ಬೆಳಿಗ್ಗೆ ಸಿಐಡಿ ಕಚೇರಿಗೆ ಹಾಜರಾದ ಅವರನ್ನು ಅಧಿಕಾರಿಗಳು ಸುದೀರ್ಘ ವಿಚಾರಣೆಗೆ ಒಳಪಡಿಸಿದರು. ಶಿವಪ್ರಕಾಶ್ ತಾಯಿ ವಿಜಯಲಕ್ಷ್ಮಿ ನೀಡಿದ ದೂರಿನ ಮೇರೆಗೆ ಭಾರತೀನಗರ ಪೊಲೀಸ್ ಠಾಣೆಯಲ್ಲಿ ಪ್ರಕರಣ ದಾಖಲಾಗಿತ್ತು. ಈ ಪ್ರಕರಣದಲ್ಲಿ 12ಕ್ಕೂ ಹೆಚ್ಚು ಆರೋಪಿಗಳನ್ನು ಬಂಧಿಸಲಾಗಿದೆ. <box>1034 1307 1338 1459</box>
article-body-col2: ಆಧಿಕಾರದ ಅಮಲಿನಲ್ಲಿರುವ ಪ್ರಿಯಾಂಕ್ ಖರ್ಗೆ ಕುಟುಂಬದ ಕೊಡುಗೆ ಏನೆಂದು ರಾಜ್ಯದ ಜನರಿಗೆ ಗೊತ್ತಿದೆ. ಕರ್ನಾಟಕವನ್ನು ಅಕ್ರಮ ಹಿಂಬಾಗಿಲ ಆಡಳಿತಕ್ಕೆ ತಳ್ಳುತ್ತಿರುವ ಕಾಂಗ್ರೆಸ್ ಸರ್ಕಾರ ಜನರನ್ನು ದಾರಿ ತಪ್ಪಿಸುತ್ತಿದೆ. ರಾಜ್ಯದ ಅಭಿವೃದ್ಧಿ ಕುಂಠಿತಗೊಂಡಿದೆ ಎಂದು ಟೀಕಿಸಿದರು. <box>696 1419 850 1554</box>
article-body-col3: ಹಿಂದೂ ಪರಂಪರೆ ಮತ್ತು ದೇಶದ ಸಂಸ್ಕೃತಿಯನ್ನು ಗೌರವಿಸುವ ಆರ್‌ಎಸ್‌ಎಸ್ ವಿರುದ್ಧ ಕಾಂಗ್ರೆಸ್ ನಾಯಕರ ಹೇಳಿಕೆಗಳು ಖಂಡನೀಯ. ಪ್ರಿಯಾಂಕ್ ಖರ್ಗೆ ಅವರು ಕಲಬುರ್ಗಿ ಜಿಲ್ಲೆಯ ಅಭಿವೃದ್ಧಿಗೆ ಏನು ಮಾಡಿದ್ದಾರೆ ಎಂಬುದನ್ನು ಮೊದಲು ತಿಳಿಸಲಿ. 2028 ರಲ್ಲಿ ಜನರು ತಕ್ಕ ಪಾಠ ಕಲಿಸಲಿದ್ದಾರೆ ಎಂದು ಹೇಳಿದರು. <box>858 1293 1020 1428</box>
article-body-col1: ಬೆಂಗಳೂರು,ಫೆ.16- ಆರ್‌ಎಸ್‌ಎಸ್ ನೋಂದಣಿ ಆಗುವವರೆಗೆ ನಿಷೇಧಿಸಬೇಕೆಂದು ಸಚಿವ ಪ್ರಿಯಾಂಕ್ ಖರ್ಗೆ ಅವರ ಹೇಳಿಕೆಗೆ ಬಿಜೆಪಿ ರಾಜ್ಯಾಧ್ಯಕ್ಷ ಬಿ.ವೈ. ವಿಜಯೇಂದ್ರ ತಿರುಗೇಟು ನೀಡಿದ್ದಾರೆ. ಪ್ರಿಯಾಂಕ್ ಖರ್ಗೆ ಅವರ ಹೇಳಿಕೆ ನಿಜಕ್ಕೂ ಅರ್ಥವಿಲ್ಲ. ಆರ್‌ಎಸ್‌ಎಸ್ ದೇಶಭಕ್ತ ಸಂಘಟನೆಯಾಗಿದ್ದು, ರಾಷ್ಟ್ರ ಸೇವೆಯಲ್ಲಿ ತೊಡಗಿಸಿಕೊಂಡಿದೆ ಎಂದರು. <box>534 1313 688 1482</box>
column-separator <box>1026 1244 1027 1734</box>
article-body-col1: ಶಿವಮೊಗ್ಗ,ಫೆ.16- ಜಾನುವಾರುಗಳಿಗೆ ಮೇವು ತರಲು ಕಾಡಿಗೆ ಹೋಗಿ ಮರದ ಕೊಂಬೆ ಕಡಿಯುವಾಗ ಆಯತಪ್ಪಿ ಬಿದ್ದು ಯುವಕ ಸಾವನ್ನಪ್ಪಿರುವ ಘಟನೆ ಜಿಲ್ಲೆಯ ಸಾಗರ ತಾಲೂಕಿನಲ್ಲಿ ನಡೆದಿದೆ. ಹೇಮಂತ್ (27) ಮೃತಪಟ್ಟ ಯುವಕ. ಕಾಡಿನಲ್ಲಿ ಮರ ಹತ್ತಿ ರಂಬೆ ಕಡಿಯುತ್ತಿದ್ದ ವೇಳೆ ರಂಬೆ ತಲೆಗೆ ಬಡಿದು ಗಂಭೀರವಾಗಿ ಗಾಯಗೊಂಡಿದ್ದ. ಆಸ್ಪತ್ರೆಗೆ ಕರೆದೊಯ್ಯುವಷ್ಟರಲ್ಲಿ ಮೃತಪಟ್ಟಿದ್ದಾನೆ. <box>1034 539 1182 726</box>
article-headline: ನಾಳೆ ತಾರಿಕ್ ಪ್ರಮಾಣ ವಚನ: ಸ್ಪೀಕರ್ ಬಿರ್ಲಾ ಭಾಗಿ <box>534 140 1036 175</box>
article-headline: ಪ್ರಿಯಾಂಕ್ ವಿರುದ್ಧ ಬಿವೈವಿ ಕಿಡಿ <box>534 1244 830 1279</box>
